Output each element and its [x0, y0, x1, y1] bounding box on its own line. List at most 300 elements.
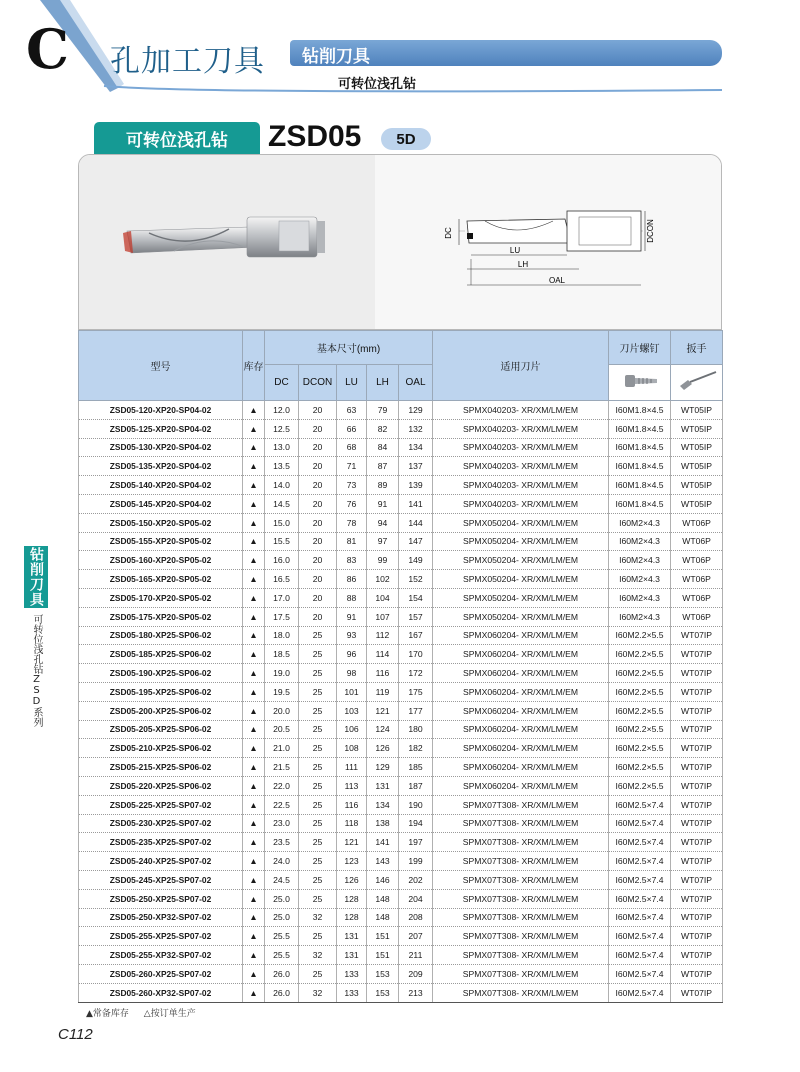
- cell-model: ZSD05-205-XP25-SP06-02: [79, 720, 243, 739]
- cell-dcon: 25: [299, 852, 337, 871]
- cell-lh: 131: [367, 776, 399, 795]
- cell-insert: SPMX07T308- XR/XM/LM/EM: [433, 927, 609, 946]
- cell-insert: SPMX07T308- XR/XM/LM/EM: [433, 814, 609, 833]
- cell-dc: 18.5: [265, 645, 299, 664]
- cell-lh: 84: [367, 438, 399, 457]
- col-header-model: 型号: [79, 331, 243, 401]
- col-header-stock: 库存: [243, 331, 265, 401]
- cell-insert: SPMX060204- XR/XM/LM/EM: [433, 776, 609, 795]
- cell-model: ZSD05-140-XP20-SP04-02: [79, 476, 243, 495]
- cell-model: ZSD05-235-XP25-SP07-02: [79, 833, 243, 852]
- cell-lh: 151: [367, 946, 399, 965]
- cell-dc: 21.0: [265, 739, 299, 758]
- cell-model: ZSD05-185-XP25-SP06-02: [79, 645, 243, 664]
- cell-oal: 147: [399, 532, 433, 551]
- cell-dcon: 25: [299, 758, 337, 777]
- watermark: [530, 890, 680, 960]
- cell-oal: 149: [399, 551, 433, 570]
- cell-wrench: WT07IP: [671, 870, 723, 889]
- drawing-label-dc: DC: [444, 227, 453, 239]
- cell-lu: 88: [337, 588, 367, 607]
- table-row: [79, 645, 723, 664]
- cell-oal: 137: [399, 457, 433, 476]
- cell-screw: I60M2.2×5.5: [609, 664, 671, 683]
- cell-wrench: WT05IP: [671, 476, 723, 495]
- cell-dc: 14.0: [265, 476, 299, 495]
- cell-lu: 73: [337, 476, 367, 495]
- cell-dcon: 25: [299, 776, 337, 795]
- cell-lu: 101: [337, 682, 367, 701]
- cell-dcon: 25: [299, 645, 337, 664]
- cell-oal: 141: [399, 494, 433, 513]
- cell-dc: 12.0: [265, 401, 299, 420]
- table-row: [79, 870, 723, 889]
- cell-stock: ▲: [243, 870, 265, 889]
- cell-model: ZSD05-130-XP20-SP04-02: [79, 438, 243, 457]
- drill-photo: [79, 155, 375, 330]
- cell-dc: 20.5: [265, 720, 299, 739]
- cell-wrench: WT07IP: [671, 795, 723, 814]
- cell-insert: SPMX060204- XR/XM/LM/EM: [433, 626, 609, 645]
- cell-dcon: 25: [299, 964, 337, 983]
- cell-screw: I60M1.8×4.5: [609, 457, 671, 476]
- cell-model: ZSD05-255-XP25-SP07-02: [79, 927, 243, 946]
- cell-model: ZSD05-135-XP20-SP04-02: [79, 457, 243, 476]
- cell-stock: ▲: [243, 664, 265, 683]
- cell-insert: SPMX040203- XR/XM/LM/EM: [433, 457, 609, 476]
- cell-model: ZSD05-260-XP32-SP07-02: [79, 983, 243, 1002]
- cell-dcon: 20: [299, 588, 337, 607]
- cell-screw: I60M2.2×5.5: [609, 645, 671, 664]
- table-row: [79, 664, 723, 683]
- table-row: [79, 476, 723, 495]
- cell-screw: I60M2×4.3: [609, 551, 671, 570]
- drill-drawing: [375, 155, 722, 330]
- cell-dc: 22.0: [265, 776, 299, 795]
- section-letter: C: [26, 17, 69, 81]
- cell-screw: I60M2×4.3: [609, 532, 671, 551]
- cell-oal: 185: [399, 758, 433, 777]
- table-row: [79, 720, 723, 739]
- cell-oal: 154: [399, 588, 433, 607]
- cell-wrench: WT07IP: [671, 927, 723, 946]
- cell-wrench: WT07IP: [671, 946, 723, 965]
- product-type-badge: 可转位浅孔钻: [94, 122, 260, 154]
- table-row: [79, 532, 723, 551]
- cell-dcon: 25: [299, 889, 337, 908]
- cell-lu: 121: [337, 833, 367, 852]
- cell-insert: SPMX07T308- XR/XM/LM/EM: [433, 833, 609, 852]
- table-row: [79, 776, 723, 795]
- cell-lh: 134: [367, 795, 399, 814]
- cell-lh: 124: [367, 720, 399, 739]
- cell-lh: 99: [367, 551, 399, 570]
- cell-lu: 83: [337, 551, 367, 570]
- cell-dcon: 20: [299, 457, 337, 476]
- cell-stock: ▲: [243, 551, 265, 570]
- cell-lh: 89: [367, 476, 399, 495]
- col-header-screw: 刀片螺钉: [609, 331, 671, 365]
- cell-model: ZSD05-220-XP25-SP06-02: [79, 776, 243, 795]
- cell-oal: 152: [399, 570, 433, 589]
- cell-oal: 209: [399, 964, 433, 983]
- cell-lh: 119: [367, 682, 399, 701]
- cell-dcon: 20: [299, 438, 337, 457]
- cell-dcon: 32: [299, 983, 337, 1002]
- cell-stock: ▲: [243, 758, 265, 777]
- col-header-dc: DC: [265, 365, 299, 401]
- cell-wrench: WT06P: [671, 588, 723, 607]
- cell-lu: 68: [337, 438, 367, 457]
- cell-stock: ▲: [243, 513, 265, 532]
- table-row: [79, 814, 723, 833]
- table-row: [79, 513, 723, 532]
- cell-dcon: 25: [299, 701, 337, 720]
- cell-model: ZSD05-245-XP25-SP07-02: [79, 870, 243, 889]
- cell-lh: 112: [367, 626, 399, 645]
- table-row: [79, 682, 723, 701]
- cell-dc: 26.0: [265, 964, 299, 983]
- cell-screw: I60M2.5×7.4: [609, 870, 671, 889]
- cell-screw: I60M2.5×7.4: [609, 889, 671, 908]
- cell-insert: SPMX060204- XR/XM/LM/EM: [433, 701, 609, 720]
- drawing-label-lh: LH: [517, 260, 529, 269]
- cell-dcon: 25: [299, 870, 337, 889]
- cell-dcon: 25: [299, 795, 337, 814]
- cell-model: ZSD05-210-XP25-SP06-02: [79, 739, 243, 758]
- cell-wrench: WT06P: [671, 532, 723, 551]
- cell-stock: ▲: [243, 795, 265, 814]
- cell-oal: 190: [399, 795, 433, 814]
- drawing-label-oal: OAL: [548, 276, 566, 285]
- cell-stock: ▲: [243, 720, 265, 739]
- cell-oal: 132: [399, 419, 433, 438]
- cell-dcon: 20: [299, 419, 337, 438]
- cell-lh: 102: [367, 570, 399, 589]
- cell-dcon: 25: [299, 927, 337, 946]
- table-row: [79, 739, 723, 758]
- table-row: [79, 833, 723, 852]
- cell-screw: I60M1.8×4.5: [609, 476, 671, 495]
- cell-screw: I60M2.2×5.5: [609, 682, 671, 701]
- table-row: [79, 626, 723, 645]
- cell-stock: ▲: [243, 946, 265, 965]
- cell-wrench: WT07IP: [671, 776, 723, 795]
- cell-insert: SPMX050204- XR/XM/LM/EM: [433, 513, 609, 532]
- cell-oal: 157: [399, 607, 433, 626]
- cell-lh: 151: [367, 927, 399, 946]
- cell-lu: 108: [337, 739, 367, 758]
- cell-oal: 211: [399, 946, 433, 965]
- table-row: [79, 758, 723, 777]
- cell-insert: SPMX07T308- XR/XM/LM/EM: [433, 795, 609, 814]
- cell-insert: SPMX050204- XR/XM/LM/EM: [433, 551, 609, 570]
- cell-screw: I60M2.2×5.5: [609, 739, 671, 758]
- cell-stock: ▲: [243, 532, 265, 551]
- table-row: [79, 570, 723, 589]
- cell-dc: 13.0: [265, 438, 299, 457]
- cell-insert: SPMX040203- XR/XM/LM/EM: [433, 476, 609, 495]
- cell-dcon: 32: [299, 908, 337, 927]
- cell-lh: 82: [367, 419, 399, 438]
- cell-oal: 144: [399, 513, 433, 532]
- cell-dc: 25.5: [265, 927, 299, 946]
- cell-insert: SPMX050204- XR/XM/LM/EM: [433, 588, 609, 607]
- cell-dcon: 20: [299, 532, 337, 551]
- cell-wrench: WT07IP: [671, 645, 723, 664]
- table-row: [79, 457, 723, 476]
- cell-wrench: WT07IP: [671, 701, 723, 720]
- cell-wrench: WT05IP: [671, 457, 723, 476]
- cell-lu: 76: [337, 494, 367, 513]
- cell-lu: 131: [337, 927, 367, 946]
- cell-screw: I60M2.5×7.4: [609, 927, 671, 946]
- cell-stock: ▲: [243, 626, 265, 645]
- cell-wrench: WT07IP: [671, 814, 723, 833]
- cell-oal: 167: [399, 626, 433, 645]
- cell-screw: I60M2.2×5.5: [609, 701, 671, 720]
- cell-insert: SPMX040203- XR/XM/LM/EM: [433, 438, 609, 457]
- cell-wrench: WT07IP: [671, 758, 723, 777]
- cell-model: ZSD05-250-XP25-SP07-02: [79, 889, 243, 908]
- cell-insert: SPMX040203- XR/XM/LM/EM: [433, 419, 609, 438]
- cell-oal: 139: [399, 476, 433, 495]
- cell-lh: 116: [367, 664, 399, 683]
- cell-dc: 19.5: [265, 682, 299, 701]
- cell-lu: 106: [337, 720, 367, 739]
- cell-insert: SPMX07T308- XR/XM/LM/EM: [433, 908, 609, 927]
- cell-stock: ▲: [243, 457, 265, 476]
- cell-dc: 15.0: [265, 513, 299, 532]
- cell-stock: ▲: [243, 570, 265, 589]
- cell-wrench: WT07IP: [671, 889, 723, 908]
- cell-model: ZSD05-180-XP25-SP06-02: [79, 626, 243, 645]
- cell-screw: I60M2.5×7.4: [609, 964, 671, 983]
- col-header-dims: 基本尺寸(mm): [265, 331, 433, 365]
- cell-oal: 175: [399, 682, 433, 701]
- cell-model: ZSD05-170-XP20-SP05-02: [79, 588, 243, 607]
- cell-lh: 91: [367, 494, 399, 513]
- cell-dc: 25.0: [265, 889, 299, 908]
- cell-stock: ▲: [243, 739, 265, 758]
- cell-wrench: WT06P: [671, 570, 723, 589]
- screw-icon-cell: [609, 365, 671, 401]
- product-ratio-badge: 5D: [381, 128, 431, 150]
- cell-model: ZSD05-260-XP25-SP07-02: [79, 964, 243, 983]
- cell-model: ZSD05-225-XP25-SP07-02: [79, 795, 243, 814]
- cell-wrench: WT07IP: [671, 964, 723, 983]
- cell-wrench: WT07IP: [671, 664, 723, 683]
- cell-lu: 123: [337, 852, 367, 871]
- table-row: [79, 401, 723, 420]
- cell-stock: ▲: [243, 401, 265, 420]
- cell-lh: 87: [367, 457, 399, 476]
- cell-oal: 170: [399, 645, 433, 664]
- cell-lh: 104: [367, 588, 399, 607]
- cell-oal: 208: [399, 908, 433, 927]
- cell-wrench: WT05IP: [671, 438, 723, 457]
- cell-screw: I60M2.2×5.5: [609, 626, 671, 645]
- cell-oal: 187: [399, 776, 433, 795]
- cell-lu: 113: [337, 776, 367, 795]
- cell-lh: 148: [367, 889, 399, 908]
- cell-oal: 180: [399, 720, 433, 739]
- cell-insert: SPMX07T308- XR/XM/LM/EM: [433, 946, 609, 965]
- col-header-lh: LH: [367, 365, 399, 401]
- cell-lu: 93: [337, 626, 367, 645]
- cell-dc: 22.5: [265, 795, 299, 814]
- cell-oal: 202: [399, 870, 433, 889]
- table-row: [79, 419, 723, 438]
- cell-oal: 213: [399, 983, 433, 1002]
- cell-dc: 19.0: [265, 664, 299, 683]
- cell-stock: ▲: [243, 607, 265, 626]
- cell-stock: ▲: [243, 588, 265, 607]
- cell-dcon: 20: [299, 513, 337, 532]
- cell-insert: SPMX07T308- XR/XM/LM/EM: [433, 983, 609, 1002]
- cell-stock: ▲: [243, 927, 265, 946]
- side-tab: 钻削刀具: [24, 546, 48, 608]
- cell-lh: 143: [367, 852, 399, 871]
- table-row: [79, 494, 723, 513]
- cell-stock: ▲: [243, 419, 265, 438]
- cell-screw: I60M2.5×7.4: [609, 833, 671, 852]
- cell-dcon: 25: [299, 682, 337, 701]
- cell-lh: 153: [367, 964, 399, 983]
- cell-insert: SPMX060204- XR/XM/LM/EM: [433, 664, 609, 683]
- cell-lh: 126: [367, 739, 399, 758]
- cell-oal: 172: [399, 664, 433, 683]
- cell-model: ZSD05-145-XP20-SP04-02: [79, 494, 243, 513]
- cell-model: ZSD05-255-XP32-SP07-02: [79, 946, 243, 965]
- cell-insert: SPMX050204- XR/XM/LM/EM: [433, 607, 609, 626]
- page-number: C112: [58, 1026, 93, 1043]
- cell-model: ZSD05-120-XP20-SP04-02: [79, 401, 243, 420]
- col-header-dcon: DCON: [299, 365, 337, 401]
- table-row: [79, 551, 723, 570]
- cell-oal: 207: [399, 927, 433, 946]
- cell-wrench: WT07IP: [671, 852, 723, 871]
- cell-model: ZSD05-175-XP20-SP05-02: [79, 607, 243, 626]
- cell-model: ZSD05-250-XP32-SP07-02: [79, 908, 243, 927]
- cell-wrench: WT07IP: [671, 682, 723, 701]
- col-header-oal: OAL: [399, 365, 433, 401]
- cell-model: ZSD05-150-XP20-SP05-02: [79, 513, 243, 532]
- cell-screw: I60M2×4.3: [609, 513, 671, 532]
- table-row: [79, 795, 723, 814]
- cell-stock: ▲: [243, 983, 265, 1002]
- table-row: [79, 983, 723, 1002]
- cell-oal: 177: [399, 701, 433, 720]
- cell-lh: 97: [367, 532, 399, 551]
- cell-insert: SPMX040203- XR/XM/LM/EM: [433, 401, 609, 420]
- category-title: 钻削刀具: [302, 47, 370, 67]
- cell-dcon: 20: [299, 607, 337, 626]
- cell-model: ZSD05-230-XP25-SP07-02: [79, 814, 243, 833]
- cell-dcon: 25: [299, 814, 337, 833]
- cell-dc: 17.5: [265, 607, 299, 626]
- cell-stock: ▲: [243, 833, 265, 852]
- cell-screw: I60M1.8×4.5: [609, 494, 671, 513]
- cell-screw: I60M2.5×7.4: [609, 983, 671, 1002]
- cell-dc: 24.0: [265, 852, 299, 871]
- cell-lu: 103: [337, 701, 367, 720]
- product-model: ZSD05: [268, 120, 362, 153]
- table-row: [79, 438, 723, 457]
- cell-dc: 13.5: [265, 457, 299, 476]
- cell-lh: 114: [367, 645, 399, 664]
- cell-screw: I60M2.5×7.4: [609, 852, 671, 871]
- cell-insert: SPMX040203- XR/XM/LM/EM: [433, 494, 609, 513]
- cell-dc: 12.5: [265, 419, 299, 438]
- cell-lu: 78: [337, 513, 367, 532]
- cell-lu: 128: [337, 908, 367, 927]
- cell-lu: 71: [337, 457, 367, 476]
- cell-model: ZSD05-215-XP25-SP06-02: [79, 758, 243, 777]
- cell-lu: 131: [337, 946, 367, 965]
- cell-screw: I60M1.8×4.5: [609, 438, 671, 457]
- cell-lu: 128: [337, 889, 367, 908]
- cell-wrench: WT06P: [671, 513, 723, 532]
- cell-model: ZSD05-165-XP20-SP05-02: [79, 570, 243, 589]
- cell-screw: I60M2.5×7.4: [609, 814, 671, 833]
- drawing-label-lu: LU: [509, 246, 521, 255]
- cell-lh: 146: [367, 870, 399, 889]
- cell-screw: I60M2.2×5.5: [609, 776, 671, 795]
- cell-model: ZSD05-155-XP20-SP05-02: [79, 532, 243, 551]
- cell-oal: 182: [399, 739, 433, 758]
- legend-order: △按订单生产: [143, 1009, 196, 1019]
- cell-wrench: WT06P: [671, 607, 723, 626]
- cell-screw: I60M2.2×5.5: [609, 758, 671, 777]
- cell-lu: 96: [337, 645, 367, 664]
- cell-dcon: 20: [299, 476, 337, 495]
- cell-oal: 134: [399, 438, 433, 457]
- cell-insert: SPMX060204- XR/XM/LM/EM: [433, 682, 609, 701]
- cell-screw: I60M2.2×5.5: [609, 720, 671, 739]
- table-row: [79, 852, 723, 871]
- cell-oal: 204: [399, 889, 433, 908]
- cell-insert: SPMX060204- XR/XM/LM/EM: [433, 645, 609, 664]
- wrench-icon-cell: [671, 365, 723, 401]
- cell-oal: 199: [399, 852, 433, 871]
- cell-lh: 94: [367, 513, 399, 532]
- cell-stock: ▲: [243, 701, 265, 720]
- cell-dcon: 25: [299, 739, 337, 758]
- cell-lu: 66: [337, 419, 367, 438]
- subcategory-title: 可转位浅孔钻: [338, 77, 417, 92]
- cell-lh: 138: [367, 814, 399, 833]
- col-header-wrench: 扳手: [671, 331, 723, 365]
- cell-insert: SPMX07T308- XR/XM/LM/EM: [433, 870, 609, 889]
- cell-model: ZSD05-195-XP25-SP06-02: [79, 682, 243, 701]
- cell-oal: 129: [399, 401, 433, 420]
- cell-screw: I60M2×4.3: [609, 570, 671, 589]
- cell-model: ZSD05-190-XP25-SP06-02: [79, 664, 243, 683]
- cell-screw: I60M1.8×4.5: [609, 419, 671, 438]
- cell-lh: 153: [367, 983, 399, 1002]
- cell-wrench: WT07IP: [671, 720, 723, 739]
- side-series-label: 可转位浅孔钻ZSD系列: [31, 614, 42, 727]
- cell-wrench: WT05IP: [671, 494, 723, 513]
- cell-stock: ▲: [243, 438, 265, 457]
- cell-dc: 16.0: [265, 551, 299, 570]
- cell-dc: 17.0: [265, 588, 299, 607]
- cell-dc: 24.5: [265, 870, 299, 889]
- cell-lh: 129: [367, 758, 399, 777]
- cell-lu: 118: [337, 814, 367, 833]
- cell-dc: 23.5: [265, 833, 299, 852]
